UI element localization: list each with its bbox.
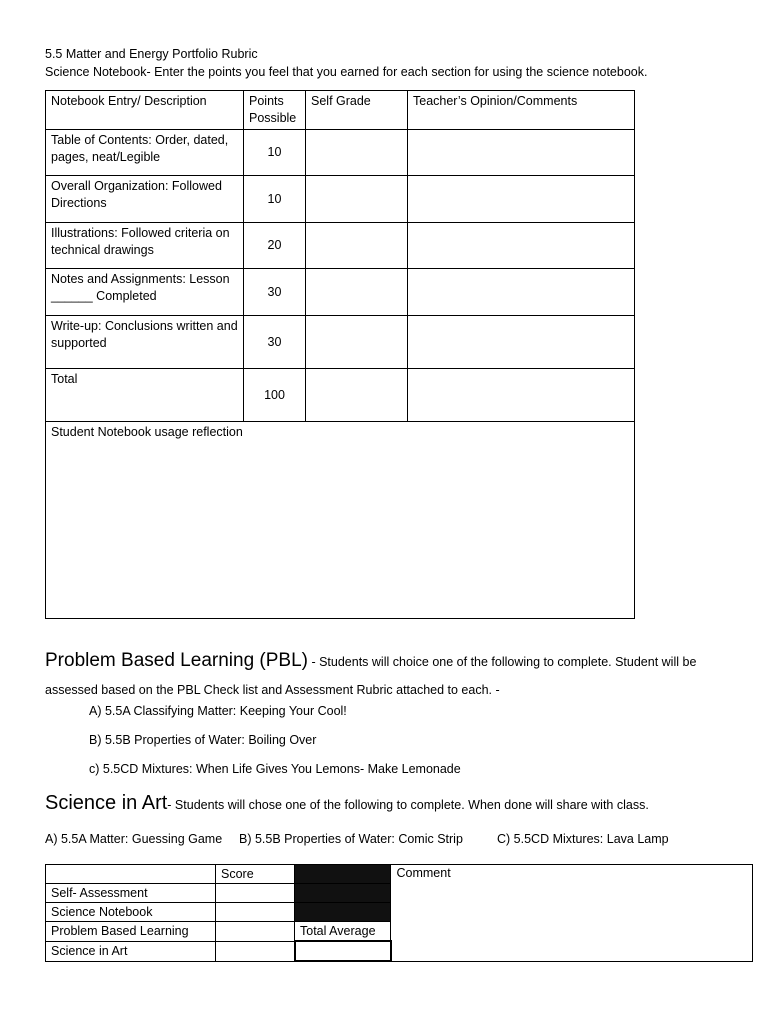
rubric-row	[46, 269, 635, 316]
self-grade-total-cell[interactable]	[306, 369, 408, 422]
blacked-out-cell	[295, 865, 391, 884]
art-option-b: B) 5.5B Properties of Water: Comic Strip	[239, 832, 463, 846]
rubric-header-row	[46, 91, 635, 130]
teacher-comment-cell[interactable]	[408, 176, 635, 223]
header-self-grade: Self Grade	[306, 91, 408, 130]
header-points-possible: Points Possible	[244, 91, 306, 130]
pbl-option-c: c) 5.5CD Mixtures: When Life Gives You Lemons- Make Lemonade	[89, 762, 461, 776]
summary-score-cell[interactable]	[216, 903, 295, 922]
pbl-description: - Students will choice one of the following to complete. Student will be assessed based on the PBL Check list and Assessment Rubric attached to each. -	[45, 655, 697, 697]
self-grade-cell[interactable]	[306, 223, 408, 269]
rubric-total-points: 100	[244, 369, 306, 422]
summary-score-header: Score	[216, 865, 295, 884]
total-average-value-cell[interactable]	[295, 941, 391, 961]
rubric-row	[46, 316, 635, 369]
teacher-comment-cell[interactable]	[408, 223, 635, 269]
reflection-label: Student Notebook usage reflection	[51, 425, 243, 439]
rubric-row	[46, 176, 635, 223]
rubric-description: Notes and Assignments: Lesson ______ Completed	[46, 269, 244, 316]
rubric-points: 10	[244, 130, 306, 176]
teacher-comment-cell[interactable]	[408, 269, 635, 316]
reflection-box[interactable]	[46, 422, 635, 619]
rubric-points: 10	[244, 176, 306, 223]
rubric-total-row	[46, 369, 635, 422]
rubric-row	[46, 223, 635, 269]
summary-row-label: Science Notebook	[46, 903, 216, 922]
rubric-description: Write-up: Conclusions written and supported	[46, 316, 244, 369]
summary-comment-box[interactable]	[391, 865, 753, 962]
rubric-description: Illustrations: Followed criteria on technical drawings	[46, 223, 244, 269]
teacher-comment-cell[interactable]	[408, 316, 635, 369]
summary-score-cell[interactable]	[216, 941, 295, 961]
summary-blank-cell	[46, 865, 216, 884]
self-grade-cell[interactable]	[306, 316, 408, 369]
art-heading: Science in Art	[45, 792, 168, 814]
summary-comment-label: Comment	[396, 866, 451, 880]
blacked-out-cell	[295, 884, 391, 903]
rubric-description: Table of Contents: Order, dated, pages, neat/Legible	[46, 130, 244, 176]
self-grade-cell[interactable]	[306, 176, 408, 223]
rubric-description: Overall Organization: Followed Directions	[46, 176, 244, 223]
summary-row-label: Problem Based Learning	[46, 922, 216, 942]
summary-score-cell[interactable]	[216, 922, 295, 942]
summary-score-cell[interactable]	[216, 884, 295, 903]
art-option-a: A) 5.5A Matter: Guessing Game	[45, 832, 223, 846]
rubric-points: 30	[244, 269, 306, 316]
rubric-points: 20	[244, 223, 306, 269]
pbl-section	[45, 647, 745, 704]
self-grade-cell[interactable]	[306, 130, 408, 176]
pbl-option-a: A) 5.5A Classifying Matter: Keeping Your Cool!	[89, 704, 347, 718]
art-description: - Students will chose one of the following to complete. When done will share with class.	[167, 798, 649, 812]
document-title: 5.5 Matter and Energy Portfolio Rubric	[45, 47, 258, 61]
summary-table	[45, 864, 753, 962]
self-grade-cell[interactable]	[306, 269, 408, 316]
summary-row-label: Science in Art	[46, 941, 216, 961]
rubric-total-label: Total	[46, 369, 244, 422]
notebook-rubric-table	[45, 90, 635, 619]
rubric-points: 30	[244, 316, 306, 369]
art-option-c: C) 5.5CD Mixtures: Lava Lamp	[497, 832, 669, 846]
header-teacher-comments: Teacher’s Opinion/Comments	[408, 91, 635, 130]
blacked-out-cell	[295, 903, 391, 922]
pbl-option-b: B) 5.5B Properties of Water: Boiling Over	[89, 733, 317, 747]
summary-row-label: Self- Assessment	[46, 884, 216, 903]
art-section	[45, 792, 649, 815]
notebook-instructions: Science Notebook- Enter the points you feel that you earned for each section for using the science notebook.	[45, 65, 648, 79]
rubric-row	[46, 130, 635, 176]
total-average-label: Total Average	[295, 922, 391, 942]
header-entry-description: Notebook Entry/ Description	[46, 91, 244, 130]
reflection-row	[46, 422, 635, 619]
teacher-comment-total-cell[interactable]	[408, 369, 635, 422]
teacher-comment-cell[interactable]	[408, 130, 635, 176]
summary-header-row	[46, 865, 753, 884]
pbl-heading: Problem Based Learning (PBL)	[45, 650, 308, 671]
